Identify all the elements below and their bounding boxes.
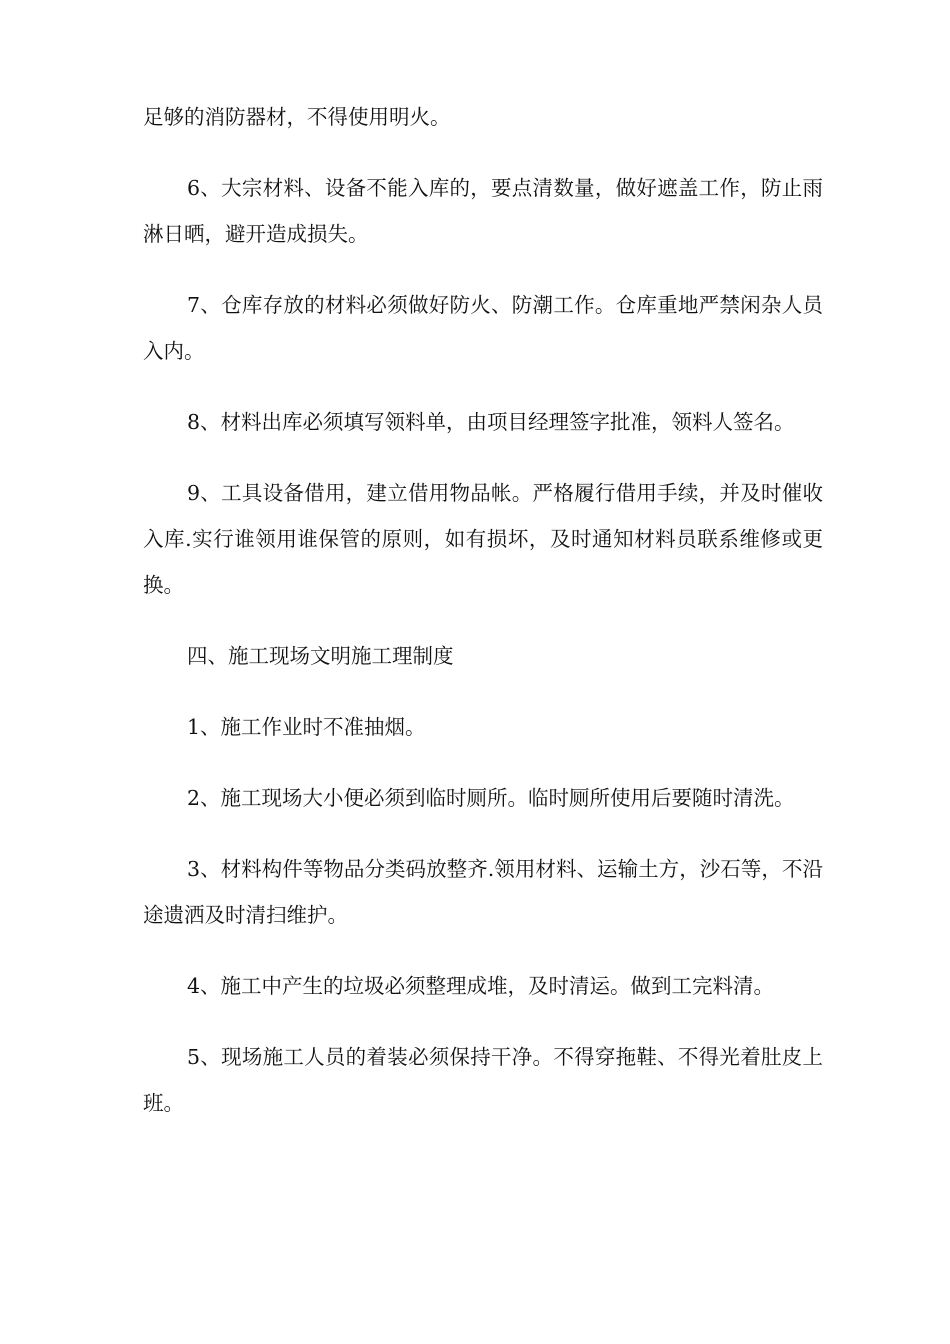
paragraph-item-7: 7、仓库存放的材料必须做好防火、防潮工作。仓库重地严禁闲杂人员入内。 [143,293,823,363]
paragraph-fire-equipment: 足够的消防器材，不得使用明火。 [143,105,451,129]
paragraph-item-9: 9、工具设备借用，建立借用物品帐。严格履行借用手续，并及时催收入库.实行谁领用谁保管的原则，如有损坏，及时通知材料员联系维修或更换。 [143,481,823,597]
paragraph-rule-1: 1、施工作业时不准抽烟。 [187,715,426,739]
paragraph-rule-2: 2、施工现场大小便必须到临时厕所。临时厕所使用后要随时清洗。 [187,786,795,810]
paragraph-rule-4: 4、施工中产生的垃圾必须整理成堆，及时清运。做到工完料清。 [187,974,775,998]
section-heading-site-civilized-construction: 四、施工现场文明施工理制度 [187,644,454,668]
paragraph-item-8: 8、材料出库必须填写领料单，由项目经理签字批准，领料人签名。 [187,410,795,434]
paragraph-rule-5: 5、现场施工人员的着装必须保持干净。不得穿拖鞋、不得光着肚皮上班。 [143,1045,823,1115]
document-body [143,94,823,1151]
paragraph-item-6: 6、大宗材料、设备不能入库的，要点清数量，做好遮盖工作，防止雨淋日晒，避开造成损失。 [143,176,823,246]
paragraph-rule-3: 3、材料构件等物品分类码放整齐.领用材料、运输土方，沙石等，不沿途遗洒及时清扫维护。 [143,857,823,927]
